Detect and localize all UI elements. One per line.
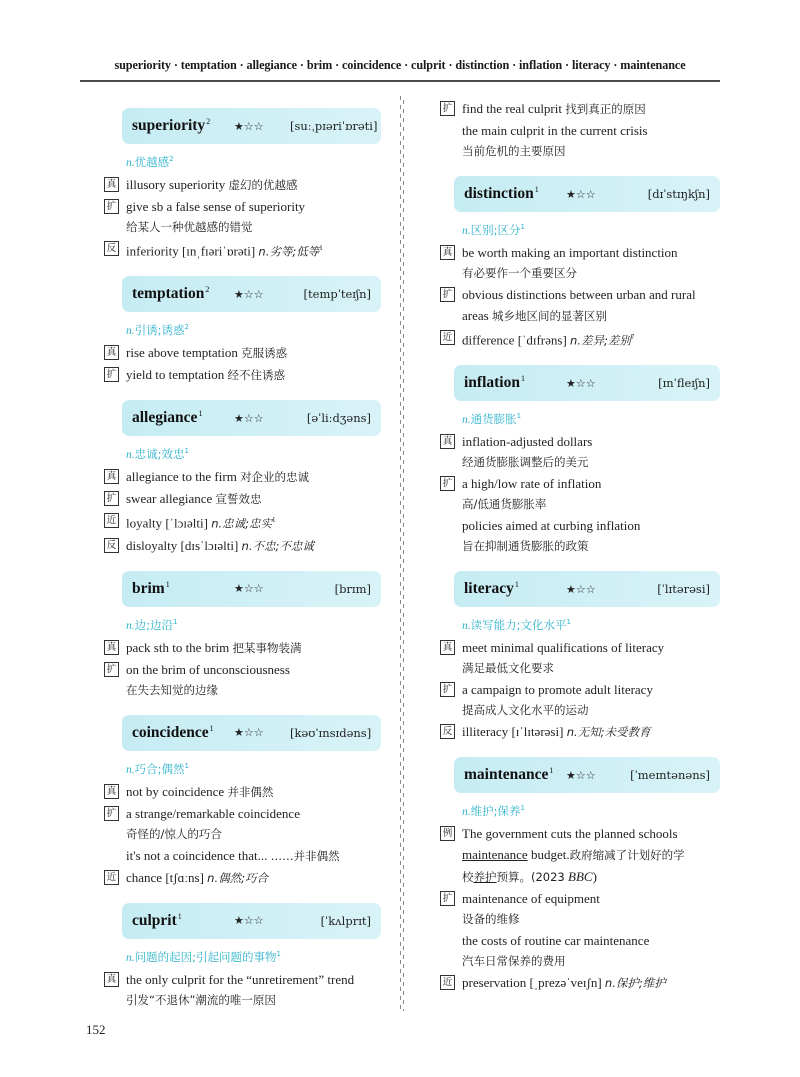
headword: culprit$^1$ <box>132 911 182 929</box>
usage-line: 真 allegiance to the firm 对企业的忠诚 <box>104 466 381 488</box>
usage-line: 真 the only culprit for the “unretirement” trend <box>104 969 381 990</box>
entry-header-culprit <box>122 903 381 939</box>
translation: 设备的维修 <box>462 912 520 927</box>
tag-expand: 扩 <box>104 367 119 382</box>
rating-stars: ★☆☆ <box>566 376 596 390</box>
tag-real: 真 <box>440 434 455 449</box>
entry-header-allegiance <box>122 400 381 436</box>
translation: 满足最低文化要求 <box>462 661 554 676</box>
tag-antonym: 反 <box>104 538 119 553</box>
tag-expand: 扩 <box>104 806 119 821</box>
phonetic: [ɪnˈfleɪʃn] <box>658 376 710 391</box>
headword: temptation$^2$ <box>132 285 210 303</box>
tag-synonym: 近 <box>104 870 119 885</box>
headword: coincidence$^1$ <box>132 723 214 741</box>
tag-expand: 扩 <box>104 199 119 214</box>
rating-stars: ★☆☆ <box>234 411 264 425</box>
translation: 在失去知觉的边缘 <box>126 682 218 697</box>
part-of-speech: n.区别;区分$^1$ <box>462 223 525 237</box>
headword: inflation$^1$ <box>464 374 525 392</box>
tag-synonym: 近 <box>440 975 455 990</box>
phonetic: [ˈlɪtərəsi] <box>657 582 710 597</box>
headword: allegiance$^1$ <box>132 409 203 427</box>
phonetic: [ˈmeɪntənəns] <box>630 768 710 783</box>
phonetic: [dɪˈstɪŋkʃn] <box>647 187 710 201</box>
entry-header-superiority <box>122 108 381 144</box>
usage-line: 反 inferiority [ɪnˌfɪəriˈɒrəti] n.劣等;低等$^1$ <box>104 238 381 262</box>
usage-line: 扩 a campaign to promote adult literacy <box>440 679 720 700</box>
usage-line: 真 rise above temptation 克服诱惑 <box>104 342 381 364</box>
headword: distinction$^1$ <box>464 184 539 203</box>
tag-expand: 扩 <box>440 682 455 697</box>
phonetic: [kəʊˈɪnsɪdəns] <box>290 725 372 740</box>
tag-example: 例 <box>440 826 455 841</box>
translation: 汽车日常保养的费用 <box>462 954 566 969</box>
left-column <box>104 98 381 1011</box>
column-divider-inner <box>402 100 408 1011</box>
part-of-speech: n.边;边沿$^1$ <box>126 617 178 632</box>
translation: 有必要作一个重要区分 <box>462 266 577 280</box>
entry-header-maintenance <box>454 757 720 793</box>
rating-stars: ★☆☆ <box>234 914 264 928</box>
tag-real: 真 <box>104 469 119 484</box>
phonetic: [brɪm] <box>334 581 371 596</box>
usage-line: 真 inflation-adjusted dollars <box>440 431 720 452</box>
rating-stars: ★☆☆ <box>566 768 596 782</box>
translation: 引发“不退休”潮流的唯一原因 <box>126 992 276 1007</box>
usage-line: 反 illiteracy [ɪˈlɪtərəsi] n.无知;未受教育 <box>440 721 720 743</box>
usage-line: areas 城乡地区间的显著区别 <box>462 308 607 323</box>
tag-expand: 扩 <box>440 891 455 906</box>
tag-expand: 扩 <box>104 491 119 506</box>
part-of-speech: n.通货膨胀$^1$ <box>462 412 522 427</box>
translation: 奇怪的/惊人的巧合 <box>126 826 222 841</box>
right-column <box>440 98 720 994</box>
usage-line: 近 difference [ˈdɪfrəns] n.差异;差别$^7$ <box>440 327 720 351</box>
usage-line: 扩 find the real culprit 找到真正的原因 <box>440 98 720 120</box>
usage-line: 真 pack sth to the brim 把某事物装满 <box>104 637 381 659</box>
headword: maintenance$^1$ <box>464 766 554 784</box>
tag-expand: 扩 <box>440 101 455 116</box>
usage-line: 反 disloyalty [dɪsˈlɔɪəlti] n.不忠;不忠诚 <box>104 535 381 557</box>
translation: 经通货膨胀调整后的美元 <box>462 455 589 470</box>
entry-header-brim <box>122 571 381 607</box>
usage-line: 扩 a high/low rate of inflation <box>440 473 720 494</box>
usage-line: 真 not by coincidence 并非偶然 <box>104 781 381 803</box>
tag-real: 真 <box>440 640 455 655</box>
rating-stars: ★☆☆ <box>234 726 264 740</box>
usage-line: 扩 give sb a false sense of superiority <box>104 196 381 217</box>
page-number: 152 <box>86 1022 106 1037</box>
translation: 给某人一种优越感的错觉 <box>126 220 253 234</box>
example-line: maintenance budget.政府缩减了计划好的学 <box>462 847 685 863</box>
tag-real: 真 <box>104 784 119 799</box>
tag-expand: 扩 <box>104 662 119 677</box>
usage-line: 扩 obvious distinctions between urban and rural <box>440 284 720 305</box>
tag-synonym: 近 <box>440 330 455 345</box>
usage-line: 扩 maintenance of equipment <box>440 888 720 909</box>
phonetic: [tempˈteɪʃn] <box>303 287 371 302</box>
rating-stars: ★☆☆ <box>566 187 596 201</box>
rating-stars: ★☆☆ <box>234 582 264 596</box>
usage-line: the main culprit in the current crisis <box>462 123 648 138</box>
running-header: superiority · temptation · allegiance · brim · coincidence · culprit · distinction · inflation · literacy · maintenance <box>114 58 686 72</box>
translation: 高/低通货膨胀率 <box>462 497 547 512</box>
usage-line: 真 meet minimal qualifications of literacy <box>440 637 720 658</box>
usage-line: 真 be worth making an important distinction <box>440 242 720 263</box>
part-of-speech: n.读写能力;文化水平$^1$ <box>462 618 571 633</box>
rating-stars: ★☆☆ <box>234 119 264 133</box>
phonetic: [suːˌpɪəriˈɒrəti] <box>290 119 378 133</box>
part-of-speech: n.巧合;偶然$^1$ <box>126 761 189 776</box>
part-of-speech: n.维护;保养$^1$ <box>462 804 525 819</box>
entry-header-inflation <box>454 365 720 401</box>
usage-line: it's not a coincidence that... ……并非偶然 <box>126 847 340 863</box>
usage-line: 近 chance [tʃɑːns] n.偶然;巧合 <box>104 867 381 889</box>
part-of-speech: n.问题的起因;引起问题的事物$^1$ <box>126 949 281 964</box>
tag-real: 真 <box>104 640 119 655</box>
tag-expand: 扩 <box>440 476 455 491</box>
translation: 提高成人文化水平的运动 <box>462 703 589 718</box>
entry-header-temptation <box>122 276 381 312</box>
rating-stars: ★☆☆ <box>566 582 596 596</box>
tag-synonym: 近 <box>104 513 119 528</box>
rating-stars: ★☆☆ <box>234 287 264 301</box>
usage-line: 真 illusory superiority 虚幻的优越感 <box>104 174 381 196</box>
usage-line: 扩 yield to temptation 经不住诱惑 <box>104 364 381 386</box>
entry-header-literacy <box>454 571 720 607</box>
tag-real: 真 <box>104 177 119 192</box>
headword: literacy$^1$ <box>464 580 519 598</box>
translation: 旨在抑制通货膨胀的政策 <box>462 539 589 554</box>
tag-real: 真 <box>104 972 119 987</box>
tag-real: 真 <box>440 245 455 260</box>
entry-header-coincidence <box>122 715 381 751</box>
usage-line: 扩 on the brim of unconsciousness <box>104 659 381 680</box>
usage-line: 近 preservation [ˌprezəˈveɪʃn] n.保护;维护 <box>440 972 720 994</box>
part-of-speech: n.忠诚;效忠$^1$ <box>126 447 189 462</box>
usage-line: 扩 a strange/remarkable coincidence <box>104 803 381 824</box>
entry-header-distinction <box>454 176 720 212</box>
example-line: 校养护预算。(2023 BBC) <box>462 869 597 885</box>
usage-line: 扩 swear allegiance 宣誓效忠 <box>104 488 381 510</box>
headword: brim$^1$ <box>132 579 170 597</box>
header-rule <box>80 80 720 82</box>
usage-line: policies aimed at curbing inflation <box>462 518 641 534</box>
example-line: 例 The government cuts the planned schools <box>440 823 720 844</box>
usage-line: the costs of routine car maintenance <box>462 933 650 949</box>
part-of-speech: n.引诱;诱惑$^2$ <box>126 323 189 338</box>
tag-real: 真 <box>104 345 119 360</box>
tag-antonym: 反 <box>440 724 455 739</box>
part-of-speech: n.优越感$^2$ <box>126 155 174 169</box>
usage-line: 近 loyalty [ˈlɔɪəlti] n.忠诚;忠实$^1$ <box>104 510 381 534</box>
phonetic: [ˈkʌlprɪt] <box>320 913 371 928</box>
phonetic: [əˈliːdʒəns] <box>306 411 371 426</box>
tag-expand: 扩 <box>440 287 455 302</box>
headword: superiority$^2$ <box>132 116 211 135</box>
translation: 当前危机的主要原因 <box>462 144 566 158</box>
tag-antonym: 反 <box>104 241 119 256</box>
